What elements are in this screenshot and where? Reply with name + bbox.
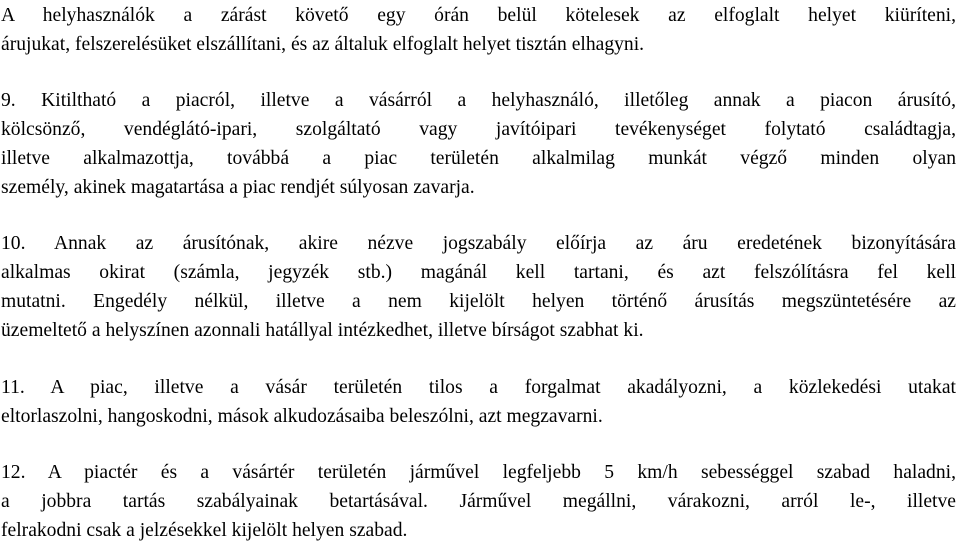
paragraph-11-line-1: 11. A piac, illetve a vásár területén tilos a forgalmat akadályozni, a közlekedési utakat (1, 377, 956, 398)
paragraph-10-line-2: alkalmas okirat (számla, jegyzék stb.) magánál kell tartani, és azt felszólításra fel kell (1, 262, 956, 283)
paragraph-12-line-3: felrakodni csak a jelzésekkel kijelölt helyen szabad. (1, 520, 408, 541)
paragraph-1-line-2: árujukat, felszerelésüket elszállítani, és az általuk elfoglalt helyet tisztán elhagyni. (1, 34, 645, 55)
paragraph-9-line-3: illetve alkalmazottja, továbbá a piac területén alkalmilag munkát végző minden olyan (1, 148, 956, 169)
paragraph-12-line-1: 12. A piactér és a vásártér területén járművel legfeljebb 5 km/h sebességgel szabad haladni, (1, 462, 956, 483)
paragraph-9-line-4: személy, akinek magatartása a piac rendjét súlyosan zavarja. (1, 177, 475, 198)
paragraph-9-line-2: kölcsönző, vendéglátó-ipari, szolgáltató vagy javítóipari tevékenységet folytató családtagja, (1, 119, 956, 140)
paragraph-10-line-1: 10. Annak az árusítónak, akire nézve jogszabály előírja az áru eredetének bizonyítására (1, 233, 956, 254)
paragraph-10-line-3: mutatni. Engedély nélkül, illetve a nem kijelölt helyen történő árusítás megszüntetésére az (1, 291, 956, 312)
paragraph-1-line-1: A helyhasználók a zárást követő egy órán belül kötelesek az elfoglalt helyet kiüríteni, (1, 5, 956, 26)
paragraph-9-line-1: 9. Kitiltható a piacról, illetve a vásárról a helyhasználó, illetőleg annak a piacon árusító, (1, 90, 956, 111)
paragraph-11-line-2: eltorlaszolni, hangoskodni, mások alkudozásaiba beleszólni, azt megzavarni. (1, 406, 603, 427)
paragraph-12-line-2: a jobbra tartás szabályainak betartásával. Járművel megállni, várakozni, arról le-, illetve (1, 491, 956, 512)
paragraph-10-line-4: üzemeltető a helyszínen azonnali hatállyal intézkedhet, illetve bírságot szabhat ki. (1, 320, 644, 341)
